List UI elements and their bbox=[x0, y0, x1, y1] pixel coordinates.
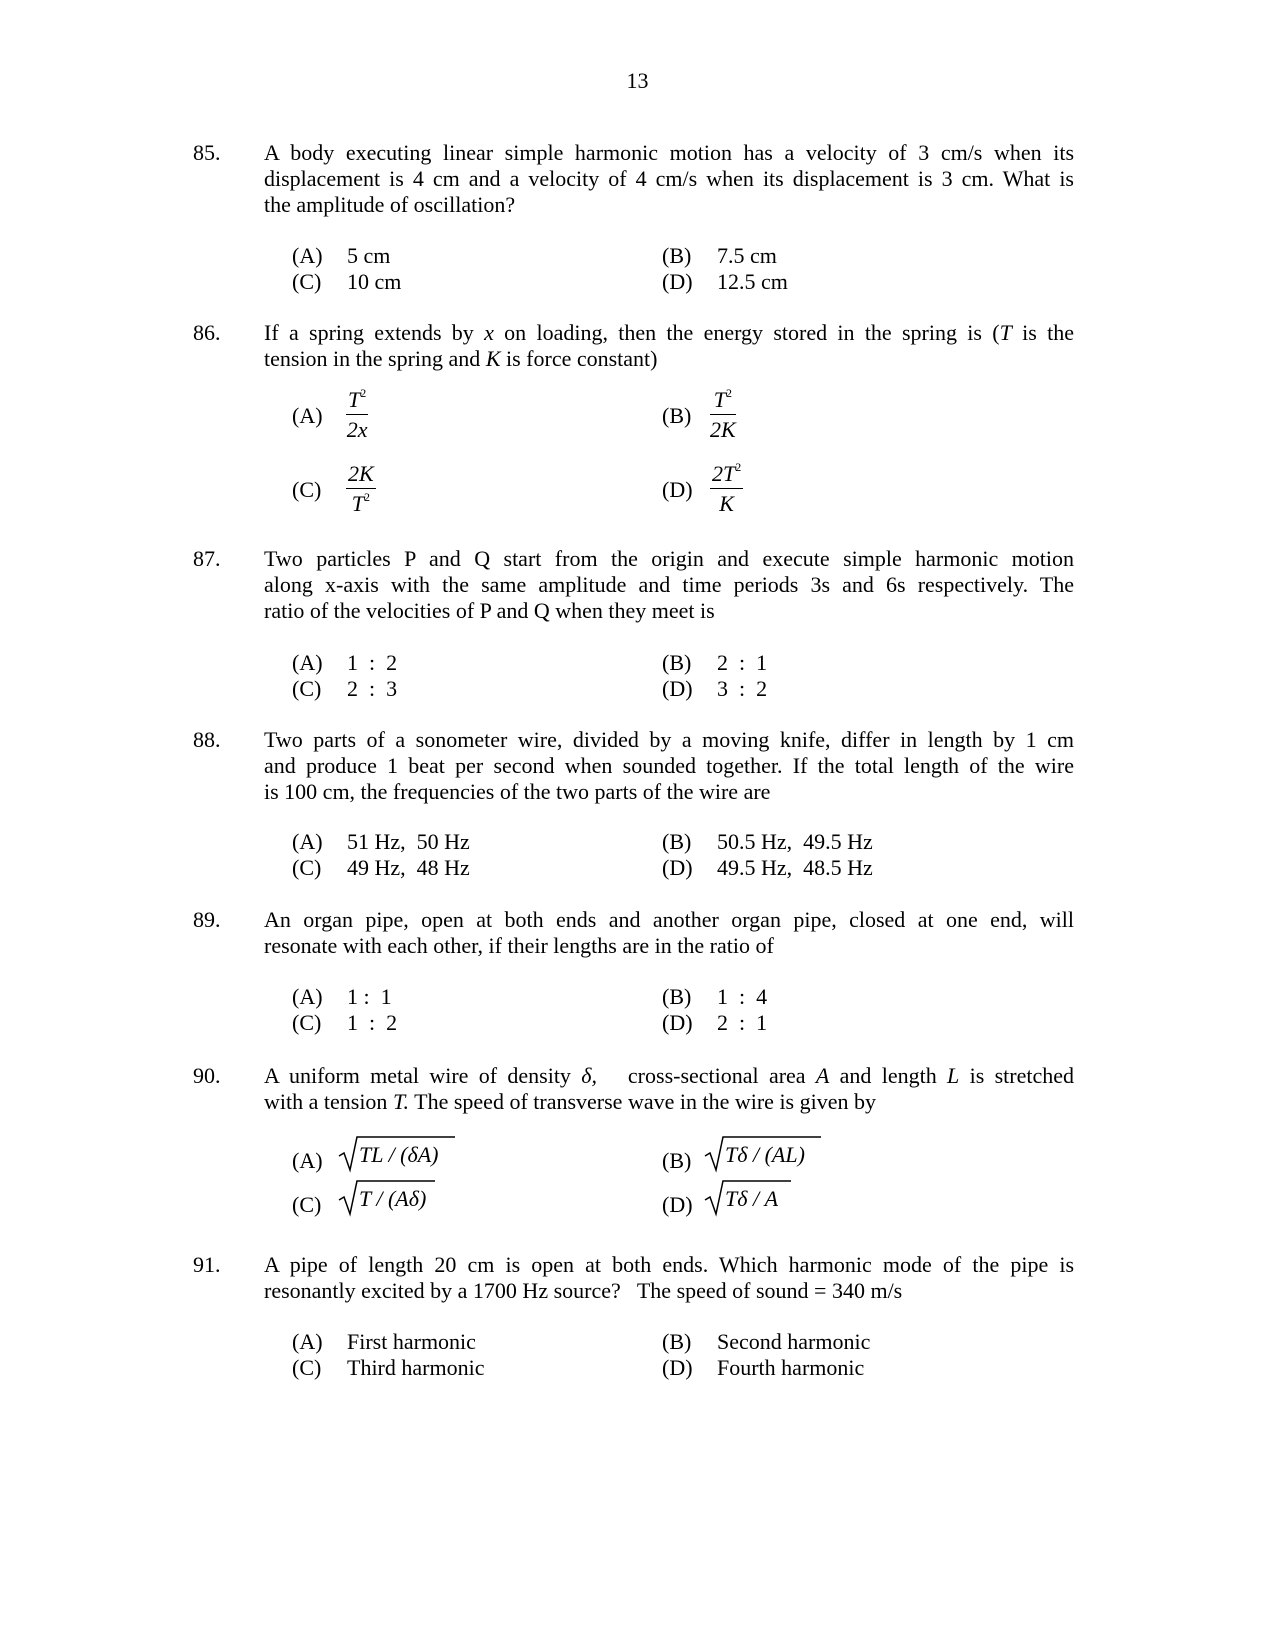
question-88-line-2: and produce 1 beat per second when sounded together. If the total length of the wire bbox=[264, 753, 1074, 778]
option-text: 1 : 2 bbox=[347, 650, 398, 675]
option-text: Third harmonic bbox=[347, 1355, 485, 1380]
option-90-d-expression: Tδ / A bbox=[725, 1186, 779, 1211]
option-90-c-radical bbox=[337, 1178, 437, 1218]
question-88-line-3: is 100 cm, the frequencies of the two parts of the wire are bbox=[264, 779, 771, 804]
option-text: Fourth harmonic bbox=[717, 1355, 865, 1380]
option-90-b-label: (B) bbox=[662, 1148, 692, 1173]
question-88-text bbox=[264, 727, 1074, 805]
option-label: (C) bbox=[292, 269, 322, 294]
option-86-d-label: (D) bbox=[662, 477, 693, 502]
option-label: (A) bbox=[292, 829, 323, 854]
question-86-text bbox=[264, 320, 1074, 372]
option-85-d bbox=[662, 269, 788, 295]
option-88-a bbox=[292, 829, 470, 855]
option-86-c-label: (C) bbox=[292, 477, 322, 502]
option-label: (B) bbox=[662, 829, 692, 854]
option-label: (D) bbox=[662, 676, 693, 701]
option-label: (D) bbox=[662, 1010, 693, 1035]
option-85-c bbox=[292, 269, 401, 295]
question-91-line-2: resonantly excited by a 1700 Hz source? The speed of sound = 340 m/s bbox=[264, 1278, 903, 1303]
option-89-b bbox=[662, 984, 767, 1010]
option-90-a-radical bbox=[337, 1134, 457, 1174]
question-number-87: 87. bbox=[193, 546, 221, 571]
question-86-line-2: tension in the spring and K is force constant) bbox=[264, 346, 658, 371]
option-90-d-radical bbox=[703, 1178, 793, 1218]
option-90-d-label: (D) bbox=[662, 1192, 693, 1217]
option-label: (B) bbox=[662, 984, 692, 1009]
option-86-b-fraction: $\frac{T^2}{2K}$ bbox=[710, 386, 736, 442]
option-87-d bbox=[662, 676, 767, 702]
option-text: 1 : 2 bbox=[347, 1010, 398, 1035]
option-label: (D) bbox=[662, 855, 693, 880]
option-90-a-label: (A) bbox=[292, 1148, 323, 1173]
question-87-line-1: Two particles P and Q start from the origin and execute simple harmonic motion bbox=[264, 546, 1074, 571]
question-number-91: 91. bbox=[193, 1252, 221, 1277]
option-text: 1 : 4 bbox=[717, 984, 768, 1009]
option-91-b bbox=[662, 1329, 870, 1355]
option-label: (C) bbox=[292, 855, 322, 880]
option-88-b bbox=[662, 829, 873, 855]
page-number: 13 bbox=[626, 68, 649, 93]
option-text: 2 : 3 bbox=[347, 676, 398, 701]
option-label: (B) bbox=[662, 1329, 692, 1354]
option-90-b-expression: Tδ / (AL) bbox=[725, 1142, 805, 1167]
option-label: (A) bbox=[292, 243, 323, 268]
option-label: (C) bbox=[292, 1010, 322, 1035]
option-90-a-expression: TL / (δA) bbox=[359, 1142, 439, 1167]
option-text: 3 : 2 bbox=[717, 676, 768, 701]
option-text: 49 Hz, 48 Hz bbox=[347, 855, 470, 880]
option-text: 7.5 cm bbox=[717, 243, 777, 268]
option-89-a bbox=[292, 984, 392, 1010]
option-88-d bbox=[662, 855, 873, 881]
option-91-c bbox=[292, 1355, 484, 1381]
option-87-c bbox=[292, 676, 397, 702]
option-label: (D) bbox=[662, 1355, 693, 1380]
question-87-text bbox=[264, 546, 1074, 624]
question-number-86: 86. bbox=[193, 320, 221, 345]
option-text: 2 : 1 bbox=[717, 650, 768, 675]
question-90-text bbox=[264, 1063, 1074, 1115]
option-label: (A) bbox=[292, 650, 323, 675]
question-88-line-1: Two parts of a sonometer wire, divided by a moving knife, differ in length by 1 cm bbox=[264, 727, 1074, 752]
option-89-d bbox=[662, 1010, 767, 1036]
option-label: (C) bbox=[292, 676, 322, 701]
option-label: (A) bbox=[292, 984, 323, 1009]
option-text: 51 Hz, 50 Hz bbox=[347, 829, 470, 854]
question-87-line-2: along x-axis with the same amplitude and time periods 3s and 6s respectively. The bbox=[264, 572, 1074, 597]
option-text: 50.5 Hz, 49.5 Hz bbox=[717, 829, 873, 854]
option-87-a bbox=[292, 650, 397, 676]
question-87-line-3: ratio of the velocities of P and Q when they meet is bbox=[264, 598, 715, 623]
option-text: Second harmonic bbox=[717, 1329, 871, 1354]
question-85-line-1: A body executing linear simple harmonic motion has a velocity of 3 cm/s when its bbox=[264, 140, 1074, 165]
option-90-c-expression: T / (Aδ) bbox=[359, 1186, 427, 1211]
question-number-90: 90. bbox=[193, 1063, 221, 1088]
option-text: 12.5 cm bbox=[717, 269, 788, 294]
question-91-text bbox=[264, 1252, 1074, 1304]
option-85-a bbox=[292, 243, 390, 269]
question-85-line-2: displacement is 4 cm and a velocity of 4 cm/s when its displacement is 3 cm. What is bbox=[264, 166, 1074, 191]
option-label: (D) bbox=[662, 269, 693, 294]
question-89-line-2: resonate with each other, if their lengths are in the ratio of bbox=[264, 933, 774, 958]
option-89-c bbox=[292, 1010, 397, 1036]
option-86-d-fraction: $\frac{2T^2}{K}$ bbox=[712, 460, 742, 516]
question-89-line-1: An organ pipe, open at both ends and another organ pipe, closed at one end, will bbox=[264, 907, 1074, 932]
question-90-line-1: A uniform metal wire of density δ, cross-sectional area A and length L is stretched bbox=[264, 1063, 1074, 1088]
question-89-text bbox=[264, 907, 1074, 959]
option-86-a-fraction: $\frac{T^2}{2x}$ bbox=[346, 386, 368, 442]
question-85-text bbox=[264, 140, 1074, 218]
option-label: (A) bbox=[292, 1329, 323, 1354]
option-text: 1 : 1 bbox=[347, 984, 392, 1009]
question-85-line-3: the amplitude of oscillation? bbox=[264, 192, 516, 217]
option-90-c-label: (C) bbox=[292, 1192, 322, 1217]
option-text: 5 cm bbox=[347, 243, 391, 268]
option-87-b bbox=[662, 650, 767, 676]
option-text: First harmonic bbox=[347, 1329, 476, 1354]
option-90-b-radical bbox=[703, 1134, 823, 1174]
question-number-89: 89. bbox=[193, 907, 221, 932]
question-91-line-1: A pipe of length 20 cm is open at both ends. Which harmonic mode of the pipe is bbox=[264, 1252, 1074, 1277]
option-label: (C) bbox=[292, 1355, 322, 1380]
option-91-a bbox=[292, 1329, 476, 1355]
option-label: (B) bbox=[662, 650, 692, 675]
question-90-line-2: with a tension T. The speed of transverse wave in the wire is given by bbox=[264, 1089, 876, 1114]
option-86-b-label: (B) bbox=[662, 403, 692, 428]
option-text: 10 cm bbox=[347, 269, 402, 294]
option-86-c-fraction: $\frac{2K}{T^2}$ bbox=[348, 461, 374, 516]
option-91-d bbox=[662, 1355, 864, 1381]
option-86-a-label: (A) bbox=[292, 403, 323, 428]
question-number-85: 85. bbox=[193, 140, 221, 165]
question-number-88: 88. bbox=[193, 727, 221, 752]
option-88-c bbox=[292, 855, 470, 881]
option-label: (B) bbox=[662, 243, 692, 268]
option-text: 49.5 Hz, 48.5 Hz bbox=[717, 855, 873, 880]
question-86-line-1: If a spring extends by x on loading, then the energy stored in the spring is (T is the bbox=[264, 320, 1074, 345]
option-85-b bbox=[662, 243, 777, 269]
option-text: 2 : 1 bbox=[717, 1010, 768, 1035]
